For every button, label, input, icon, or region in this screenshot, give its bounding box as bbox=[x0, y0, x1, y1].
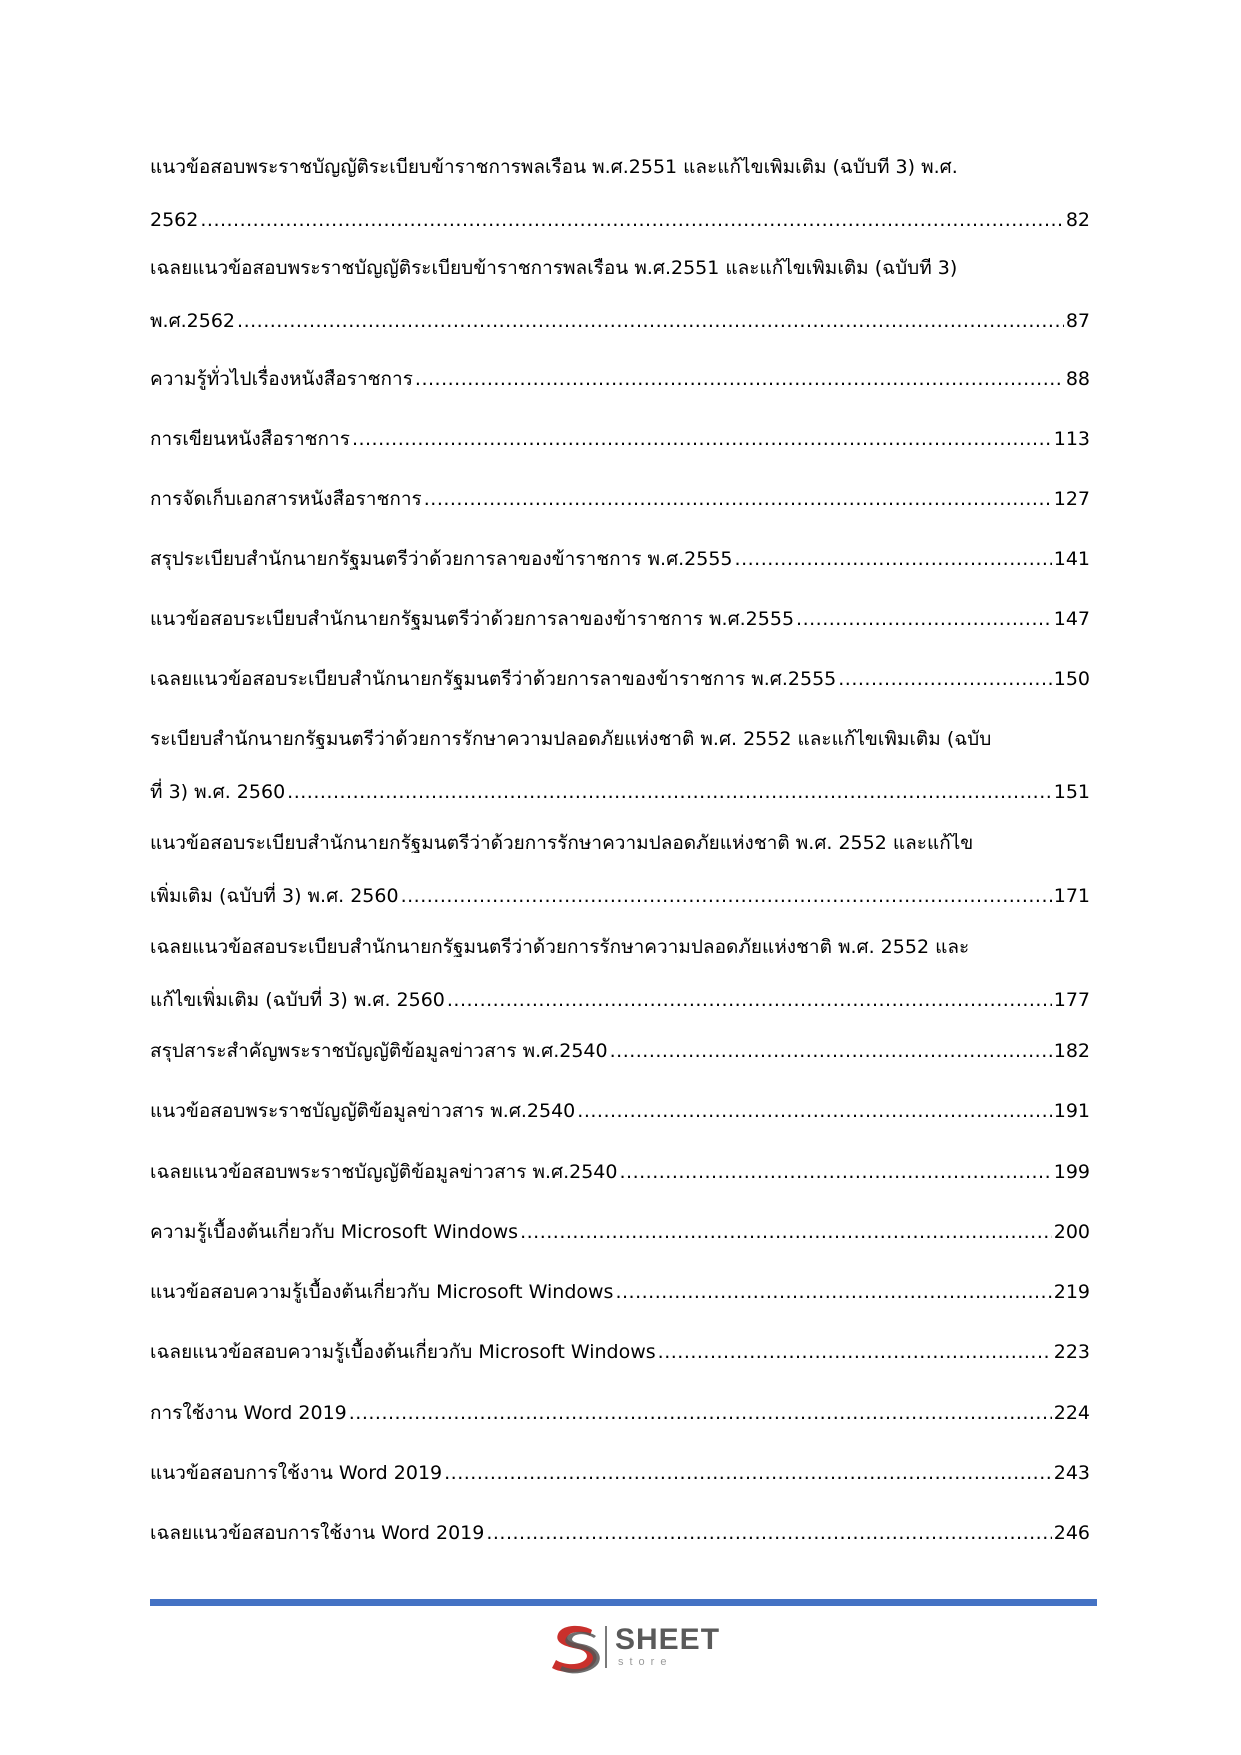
dot-leader bbox=[520, 1222, 1052, 1242]
toc-entry-title-end: แนวข้อสอบการใช้งาน Word 2019 bbox=[150, 1462, 443, 1484]
dot-leader bbox=[444, 1463, 1052, 1483]
toc-entry-page: 87 bbox=[1065, 310, 1090, 332]
toc-entry[interactable] bbox=[150, 258, 1090, 331]
dot-leader bbox=[658, 1342, 1052, 1362]
toc-entry-title-line: ระเบียบสำนักนายกรัฐมนตรีว่าด้วยการรักษาความปลอดภัยแห่งชาติ พ.ศ. 2552 และแก้ไขเพิ่มเติม (ฉบับ bbox=[150, 729, 992, 749]
s-mark-icon bbox=[548, 1622, 604, 1674]
sheet-store-logo bbox=[548, 1622, 721, 1678]
toc-entry[interactable] bbox=[150, 1523, 1090, 1543]
dot-leader bbox=[424, 489, 1052, 509]
dot-leader bbox=[735, 549, 1052, 569]
toc-entry[interactable] bbox=[150, 729, 1090, 802]
logo-wordmark: SHEET bbox=[615, 1623, 721, 1656]
dot-leader bbox=[200, 210, 1063, 230]
toc-entry[interactable] bbox=[150, 369, 1090, 389]
toc-entry-page: 171 bbox=[1053, 885, 1090, 907]
toc-entry-title-end: การจัดเก็บเอกสารหนังสือราชการ bbox=[150, 488, 422, 510]
toc-entry-page: 88 bbox=[1065, 368, 1090, 390]
toc-entry-title-line: แนวข้อสอบพระราชบัญญัติระเบียบข้าราชการพลเรือน พ.ศ.2551 และแก้ไขเพิ่มเติม (ฉบับที่ 3) พ.ศ. bbox=[150, 157, 958, 177]
toc-entry-title-end: เฉลยแนวข้อสอบความรู้เบื้องต้นเกี่ยวกับ Microsoft Windows bbox=[150, 1341, 656, 1363]
toc-entry-title-line: แนวข้อสอบระเบียบสำนักนายกรัฐมนตรีว่าด้วยการรักษาความปลอดภัยแห่งชาติ พ.ศ. 2552 และแก้ไข bbox=[150, 833, 974, 853]
toc-entry[interactable] bbox=[150, 609, 1090, 629]
toc-entry-page: 199 bbox=[1053, 1161, 1090, 1183]
toc-entry-page: 150 bbox=[1053, 668, 1090, 690]
dot-leader bbox=[401, 886, 1052, 906]
toc-entry[interactable] bbox=[150, 1162, 1090, 1182]
dot-leader bbox=[287, 782, 1052, 802]
dot-leader bbox=[415, 369, 1064, 389]
dot-leader bbox=[486, 1523, 1051, 1543]
toc-entry[interactable] bbox=[150, 669, 1090, 689]
toc-entry-page: 200 bbox=[1053, 1221, 1090, 1243]
dot-leader bbox=[447, 990, 1052, 1010]
toc-entry-title-end: แนวข้อสอบระเบียบสำนักนายกรัฐมนตรีว่าด้วยการลาของข้าราชการ พ.ศ.2555 bbox=[150, 608, 795, 630]
dot-leader bbox=[796, 609, 1052, 629]
toc-entry-page: 127 bbox=[1053, 488, 1090, 510]
toc-entry-page: 191 bbox=[1053, 1100, 1090, 1122]
dot-leader bbox=[349, 1403, 1052, 1423]
toc-entry[interactable] bbox=[150, 1342, 1090, 1362]
dot-leader bbox=[615, 1282, 1051, 1302]
toc-entry-title-line: เฉลยแนวข้อสอบระเบียบสำนักนายกรัฐมนตรีว่าด้วยการรักษาความปลอดภัยแห่งชาติ พ.ศ. 2552 และ bbox=[150, 937, 970, 957]
toc-entry-title-end: เฉลยแนวข้อสอบระเบียบสำนักนายกรัฐมนตรีว่าด้วยการลาของข้าราชการ พ.ศ.2555 bbox=[150, 668, 837, 690]
dot-leader bbox=[577, 1101, 1051, 1121]
toc-entry[interactable] bbox=[150, 1403, 1090, 1423]
toc-entry-title-end: แนวข้อสอบความรู้เบื้องต้นเกี่ยวกับ Microsoft Windows bbox=[150, 1281, 614, 1303]
toc-entry[interactable] bbox=[150, 1101, 1090, 1121]
toc-entry[interactable] bbox=[150, 429, 1090, 449]
toc-entry-page: 219 bbox=[1053, 1281, 1090, 1303]
toc-entry-page: 177 bbox=[1053, 989, 1090, 1011]
toc-entry-page: 246 bbox=[1053, 1522, 1090, 1544]
toc-entry-page: 182 bbox=[1053, 1040, 1090, 1062]
toc-entry[interactable] bbox=[150, 157, 1090, 230]
logo-divider bbox=[605, 1626, 607, 1668]
toc-entry-title-end: การใช้งาน Word 2019 bbox=[150, 1402, 347, 1424]
toc-entry-title-end: แนวข้อสอบพระราชบัญญัติข้อมูลข่าวสาร พ.ศ.2540 bbox=[150, 1100, 576, 1122]
toc-entry-title-end: ความรู้เบื้องต้นเกี่ยวกับ Microsoft Windows bbox=[150, 1221, 519, 1243]
toc-entry[interactable] bbox=[150, 1463, 1090, 1483]
dot-leader bbox=[352, 429, 1052, 449]
toc-entry[interactable] bbox=[150, 489, 1090, 509]
toc-entry-title-end: การเขียนหนังสือราชการ bbox=[150, 428, 350, 450]
toc-entry-page: 141 bbox=[1053, 548, 1090, 570]
toc-entry-title-end: เพิ่มเติม (ฉบับที่ 3) พ.ศ. 2560 bbox=[150, 885, 399, 907]
dot-leader bbox=[620, 1162, 1052, 1182]
footer-divider bbox=[150, 1599, 1097, 1606]
toc-entry-title-end: เฉลยแนวข้อสอบการใช้งาน Word 2019 bbox=[150, 1522, 485, 1544]
toc-entry-page: 147 bbox=[1053, 608, 1090, 630]
toc-entry-page: 82 bbox=[1065, 209, 1090, 231]
toc-entry[interactable] bbox=[150, 1282, 1090, 1302]
toc-entry-title-end: แก้ไขเพิ่มเติม (ฉบับที่ 3) พ.ศ. 2560 bbox=[150, 989, 445, 1011]
toc-entry-title-end: 2562 bbox=[150, 209, 199, 231]
toc-entry-page: 113 bbox=[1053, 428, 1090, 450]
toc-entry-page: 151 bbox=[1053, 781, 1090, 803]
toc-entry[interactable] bbox=[150, 1041, 1090, 1061]
toc-entry[interactable] bbox=[150, 1222, 1090, 1242]
toc-entry[interactable] bbox=[150, 833, 1090, 906]
toc-entry[interactable] bbox=[150, 937, 1090, 1010]
toc-entry-title-line: เฉลยแนวข้อสอบพระราชบัญญัติระเบียบข้าราชการพลเรือน พ.ศ.2551 และแก้ไขเพิ่มเติม (ฉบับที่ 3) bbox=[150, 258, 958, 278]
toc-entry-page: 243 bbox=[1053, 1462, 1090, 1484]
toc-entry-page: 223 bbox=[1053, 1341, 1090, 1363]
toc-entry-page: 224 bbox=[1053, 1402, 1090, 1424]
toc-entry-title-end: ที่ 3) พ.ศ. 2560 bbox=[150, 781, 286, 803]
dot-leader bbox=[237, 311, 1064, 331]
toc-entry-title-end: สรุประเบียบสำนักนายกรัฐมนตรีว่าด้วยการลาของข้าราชการ พ.ศ.2555 bbox=[150, 548, 733, 570]
logo-subtext: store bbox=[618, 1656, 673, 1668]
toc-entry-title-end: พ.ศ.2562 bbox=[150, 310, 236, 332]
toc-entry-title-end: เฉลยแนวข้อสอบพระราชบัญญัติข้อมูลข่าวสาร พ.ศ.2540 bbox=[150, 1161, 618, 1183]
dot-leader bbox=[838, 669, 1051, 689]
toc-entry-title-end: สรุปสาระสำคัญพระราชบัญญัติข้อมูลข่าวสาร พ.ศ.2540 bbox=[150, 1040, 608, 1062]
toc-entry-title-end: ความรู้ทั่วไปเรื่องหนังสือราชการ bbox=[150, 368, 413, 390]
toc-entry[interactable] bbox=[150, 549, 1090, 569]
dot-leader bbox=[610, 1041, 1052, 1061]
